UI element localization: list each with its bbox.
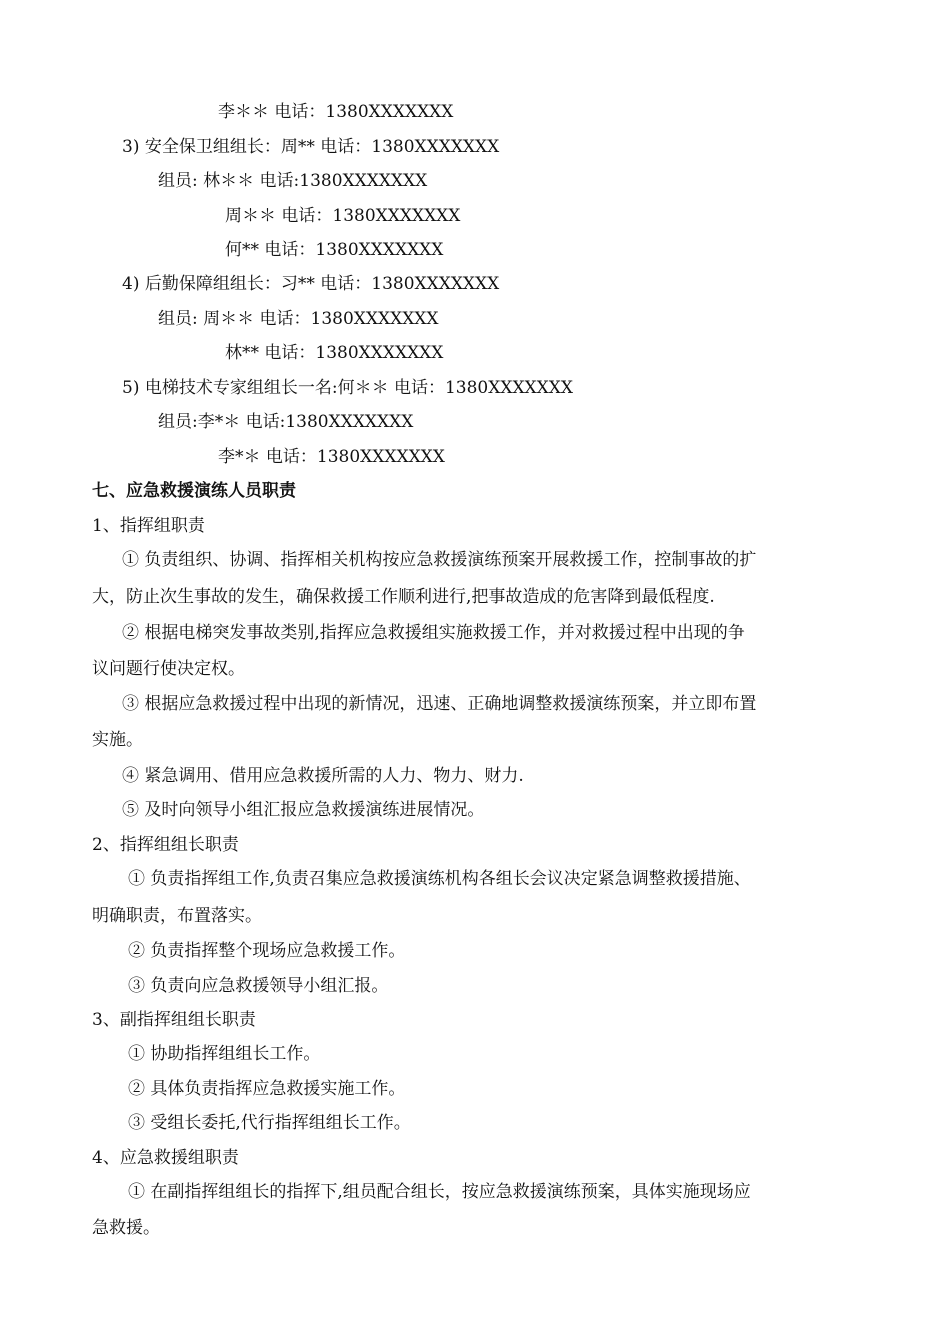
contact-line: 组员: 周＊＊ 电话：1380XXXXXXX: [158, 309, 439, 329]
paragraph-line: 议问题行使决定权。: [92, 659, 245, 679]
contact-line: 周＊＊ 电话：1380XXXXXXX: [225, 206, 461, 226]
paragraph-line: ③ 根据应急救援过程中出现的新情况，迅速、正确地调整救援演练预案，并立即布置: [122, 694, 757, 714]
contact-line: 4) 后勤保障组组长：习** 电话：1380XXXXXXX: [122, 274, 500, 294]
paragraph-line: ③ 负责向应急救援领导小组汇报。: [128, 976, 389, 996]
contact-line: 5) 电梯技术专家组组长一名:何＊＊ 电话：1380XXXXXXX: [122, 378, 573, 398]
paragraph-line: ① 负责指挥组工作,负责召集应急救援演练机构各组长会议决定紧急调整救援措施、: [128, 869, 751, 889]
contact-line: 李＊＊ 电话：1380XXXXXXX: [218, 102, 454, 122]
paragraph-line: ① 负责组织、协调、指挥相关机构按应急救援演练预案开展救援工作，控制事故的扩: [122, 550, 757, 570]
contact-line: 何** 电话：1380XXXXXXX: [225, 240, 444, 260]
paragraph-line: ① 在副指挥组组长的指挥下,组员配合组长，按应急救援演练预案，具体实施现场应: [128, 1182, 751, 1202]
paragraph-line: 明确职责，布置落实。: [92, 906, 262, 926]
paragraph-line: 急救援。: [92, 1218, 160, 1238]
subsection-heading: 4、应急救援组职责: [92, 1148, 239, 1168]
contact-line: 组员:李*＊ 电话:1380XXXXXXX: [158, 412, 414, 432]
paragraph-line: ② 根据电梯突发事故类别,指挥应急救援组实施救援工作，并对救援过程中出现的争: [122, 623, 745, 643]
paragraph-line: ① 协助指挥组组长工作。: [128, 1044, 321, 1064]
paragraph-line: ② 具体负责指挥应急救援实施工作。: [128, 1079, 406, 1099]
paragraph-line: ⑤ 及时向领导小组汇报应急救援演练进展情况。: [122, 800, 485, 820]
section-title: 七、应急救援演练人员职责: [92, 481, 296, 501]
paragraph-line: 实施。: [92, 730, 143, 750]
paragraph-line: 大，防止次生事故的发生，确保救援工作顺利进行,把事故造成的危害降到最低程度.: [92, 587, 715, 607]
subsection-heading: 2、指挥组组长职责: [92, 835, 239, 855]
contact-line: 组员: 林＊＊ 电话:1380XXXXXXX: [158, 171, 428, 191]
subsection-heading: 1、指挥组职责: [92, 516, 205, 536]
subsection-heading: 3、副指挥组组长职责: [92, 1010, 256, 1030]
paragraph-line: ② 负责指挥整个现场应急救援工作。: [128, 941, 406, 961]
contact-line: 3) 安全保卫组组长：周** 电话：1380XXXXXXX: [122, 137, 500, 157]
paragraph-line: ④ 紧急调用、借用应急救援所需的人力、物力、财力.: [122, 766, 524, 786]
contact-line: 李*＊ 电话：1380XXXXXXX: [218, 447, 445, 467]
contact-line: 林** 电话：1380XXXXXXX: [225, 343, 444, 363]
paragraph-line: ③ 受组长委托,代行指挥组组长工作。: [128, 1113, 411, 1133]
